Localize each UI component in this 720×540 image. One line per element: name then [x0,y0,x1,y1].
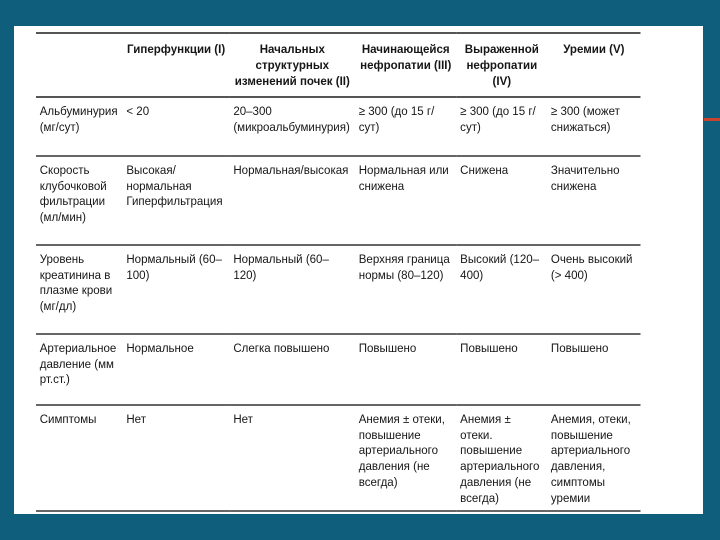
table-cell: ≥ 300 (до 15 г/сут) [355,97,456,156]
table-cell: Анемия ± отеки, повышение артериального давления (не всегда) [355,405,456,511]
table-row-gfr [36,156,641,245]
table-cell: Нормальный (60–120) [230,245,355,334]
table-cell: Повышено [547,334,640,405]
header-stage-4: Выраженной нефропатии (IV) [456,33,547,97]
accent-line [704,118,720,121]
table-row-creatinine [36,245,641,334]
table-cell: Верхняя граница нормы (80–120) [355,245,456,334]
table-cell: Значительно снижена [547,156,640,245]
header-stage-5: Уремии (V) [547,33,640,97]
row-label: Артериальное давление (мм рт.ст.) [36,334,123,405]
nephropathy-stages-table [36,32,641,512]
table-row-blood-pressure [36,334,641,405]
slide-panel [14,26,703,514]
table-cell: Нормальная или снижена [355,156,456,245]
table-cell: Нормальный (60–100) [123,245,230,334]
row-label: Симптомы [36,405,123,511]
table-cell: Слегка повышено [230,334,355,405]
header-stage-2: Начальных структурных изменений почек (II) [230,33,355,97]
table-cell: Очень высокий (> 400) [547,245,640,334]
table-row-albuminuria [36,97,641,156]
table-row-symptoms [36,405,641,511]
table-cell: ≥ 300 (может снижаться) [547,97,640,156]
table-cell: Анемия ± отеки. повышение артериального давления (не всегда) [456,405,547,511]
table-cell: Высокая/ нормальная Гиперфильтрация [123,156,230,245]
table-cell: Повышено [456,334,547,405]
table-cell: < 20 [123,97,230,156]
header-empty-cell [36,33,123,97]
header-stage-3: Начинающейся нефропатии (III) [355,33,456,97]
table-cell: Нормальная/высокая [230,156,355,245]
row-label: Уровень креатинина в плазме крови (мг/дл) [36,245,123,334]
table-cell: Анемия, отеки, повышение артериального давления, симптомы уремии [547,405,640,511]
table-cell: ≥ 300 (до 15 г/сут) [456,97,547,156]
table-cell: Высокий (120–400) [456,245,547,334]
table-cell: Нет [230,405,355,511]
table-cell: Снижена [456,156,547,245]
header-stage-1: Гиперфункции (I) [123,33,230,97]
row-label: Альбуминурия (мг/сут) [36,97,123,156]
table-cell: 20–300 (микроальбуминурия) [230,97,355,156]
table-cell: Нормальное [123,334,230,405]
table-cell: Нет [123,405,230,511]
table-cell: Повышено [355,334,456,405]
row-label: Скорость клубочковой фильтрации (мл/мин) [36,156,123,245]
table-header-row [36,33,641,97]
